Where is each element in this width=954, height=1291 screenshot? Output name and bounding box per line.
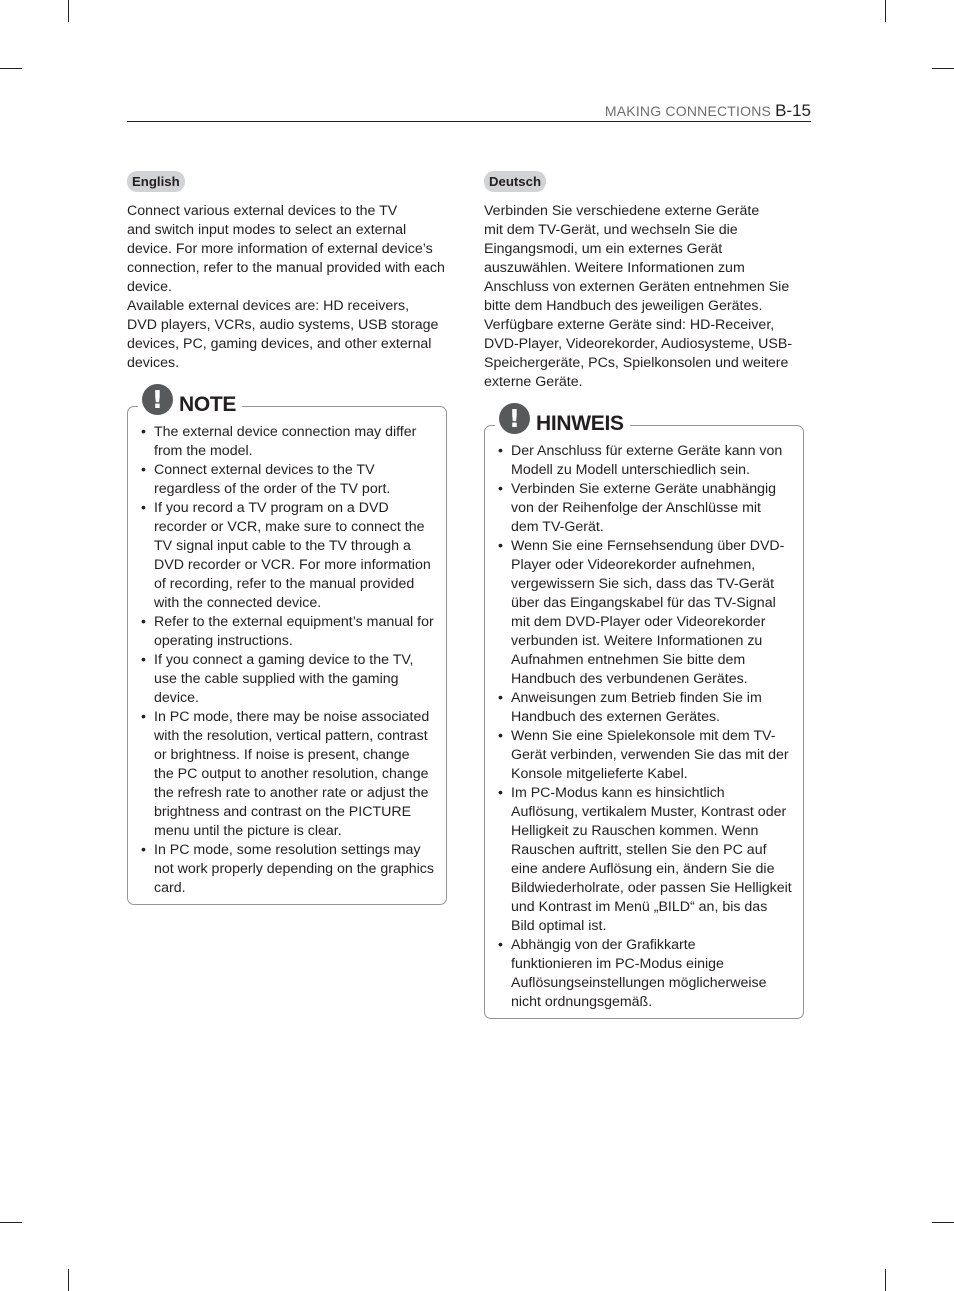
note-item: • Refer to the external equipment’s manual for operating instructions. [154,613,440,651]
note-title: NOTE [179,392,237,416]
page-number: B-15 [775,101,811,120]
note-item: • The external device connection may differ from the model. [154,423,440,461]
deutsch-column [484,171,806,1019]
language-tag-english: English [127,171,185,192]
hinweis-item: • Anweisungen zum Betrieb finden Sie im Handbuch des externen Gerätes. [511,689,797,727]
crop-mark [932,68,954,69]
hinweis-heading [495,404,630,438]
hinweis-list [485,442,803,1012]
hinweis-item: • Abhängig von der Grafikkarte funktionieren im PC-Modus einige Auflösungseinstellungen möglicherweise nicht ordnungsgemäß. [511,936,797,1012]
section-title: MAKING CONNECTIONS [604,103,772,119]
devices-paragraph: Available external devices are: HD receivers, DVD players, VCRs, audio systems, USB storage devices, PC, gaming devices, and other external devices. [127,298,439,371]
crop-mark [0,68,22,69]
exclamation-icon: ! [499,403,530,434]
intro-paragraph: Connect various external devices to the TV and switch input modes to select an external device. For more information of external device’s connection, refer to the manual provided with each device. [127,203,445,295]
note-item: • In PC mode, some resolution settings may not work properly depending on the graphics card. [154,841,440,898]
crop-mark [885,0,886,22]
hinweis-box [484,403,804,1019]
running-header [127,101,811,122]
english-column [127,171,449,905]
note-item: • If you connect a gaming device to the TV, use the cable supplied with the gaming device. [154,651,440,708]
note-list [128,423,446,898]
crop-mark [932,1222,954,1223]
crop-mark [68,0,69,22]
note-box [127,384,447,905]
devices-paragraph: Verfügbare externe Geräte sind: HD-Receiver, DVD-Player, Videorekorder, Audiosysteme, USB- Speichergeräte, PCs, Spielkonsolen und weitere externe Geräte. [484,317,793,390]
note-item: • In PC mode, there may be noise associated with the resolution, vertical pattern, contrast or brightness. If noise is present, change the PC output to another resolution, change the refresh rate to another rate or adjust the brightness and contrast on the PICTURE menu until the picture is clear. [154,708,440,841]
hinweis-title: HINWEIS [536,411,624,435]
hinweis-item: • Verbinden Sie externe Geräte unabhängig von der Reihenfolge der Anschlüsse mit dem TV-Gerät. [511,480,797,537]
crop-mark [0,1222,22,1223]
hinweis-item: • Wenn Sie eine Spielekonsole mit dem TV- Gerät verbinden, verwenden Sie das mit der Konsole mitgelieferte Kabel. [511,727,797,784]
note-item: • Connect external devices to the TV regardless of the order of the TV port. [154,461,440,499]
note-heading [138,385,242,419]
hinweis-item: • Der Anschluss für externe Geräte kann von Modell zu Modell unterschiedlich sein. [511,442,797,480]
exclamation-icon: ! [142,384,173,415]
crop-mark [885,1269,886,1291]
hinweis-item: • Wenn Sie eine Fernsehsendung über DVD- Player oder Videorekorder aufnehmen, vergewissern Sie sich, dass das TV-Gerät über das Eingangskabel für das TV-Signal mit dem DVD-Player oder Videorekorder verbunden ist. Weitere Informationen zu Aufnahmen entnehmen Sie bitte dem Handbuch des verbundenen Gerätes. [511,537,797,689]
hinweis-item: • Im PC-Modus kann es hinsichtlich Auflösung, vertikalem Muster, Kontrast oder Helligkeit zu Rauschen kommen. Wenn Rauschen auftritt, stellen Sie den PC auf eine andere Auflösung ein, ändern Sie die Bildwiederholrate, oder passen Sie Helligkeit und Kontrast im Menü „BILD“ an, bis das Bild optimal ist. [511,784,797,936]
intro-paragraph: Verbinden Sie verschiedene externe Geräte mit dem TV-Gerät, und wechseln Sie die Eingangsmodi, um ein externes Gerät auszuwählen. Weitere Informationen zum Anschluss von externen Geräten entnehmen Sie bitte dem Handbuch des jeweiligen Gerätes. [484,203,790,314]
crop-mark [68,1269,69,1291]
note-item: • If you record a TV program on a DVD recorder or VCR, make sure to connect the TV signal input cable to the TV through a DVD recorder or VCR. For more information of recording, refer to the manual provided with the connected device. [154,499,440,613]
language-tag-deutsch: Deutsch [484,171,546,192]
